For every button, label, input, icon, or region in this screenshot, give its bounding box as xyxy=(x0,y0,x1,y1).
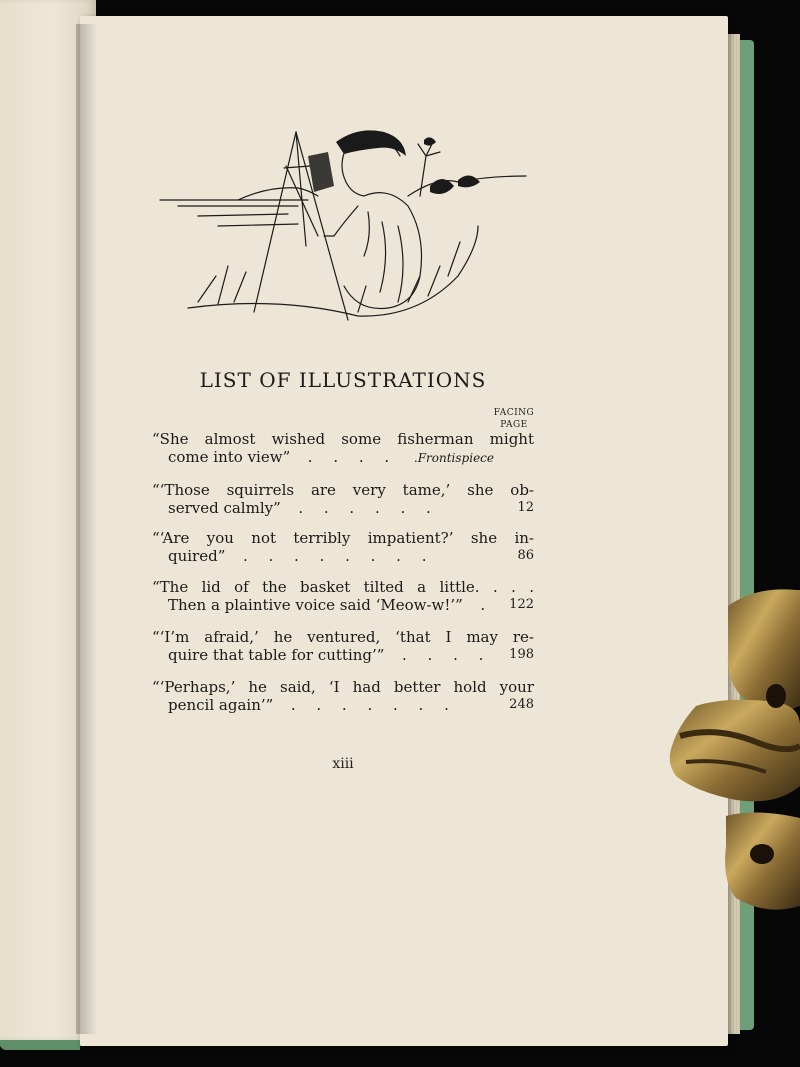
vignette-illustration-icon xyxy=(158,126,530,322)
illustration-entry: “‘Perhaps,’ he said, ‘I had better hold your pencil again’” . . . . . . . 248 xyxy=(152,678,534,714)
page-number: 122 xyxy=(509,597,534,612)
page-number: 86 xyxy=(517,548,534,563)
illustration-entry: “‘Are you not terribly impatient?’ she in- quired” . . . . . . . . 86 xyxy=(152,529,534,565)
illustration-entry: “The lid of the basket tilted a little. . . . Then a plaintive voice said ‘Meow-w!’” . 122 xyxy=(152,578,534,614)
page-number: 198 xyxy=(509,647,534,662)
page-number: 248 xyxy=(509,697,534,712)
page-folio: xiii xyxy=(332,756,354,772)
illustration-entry: “She almost wished some fisherman might come into view” . . . . .Frontispiece xyxy=(152,430,534,466)
page-reference: .Frontispiece xyxy=(413,451,494,465)
facing-page-label: FACING PAGE xyxy=(493,408,535,430)
page-number: 12 xyxy=(517,500,534,515)
brass-book-stand-icon xyxy=(666,586,800,916)
gutter-shadow xyxy=(76,24,96,1034)
illustration-entry: “‘I’m afraid,’ he ventured, ‘that I may re- quire that table for cutting’” . . . . 198 xyxy=(152,628,534,664)
page-heading: LIST OF ILLUSTRATIONS xyxy=(199,368,487,392)
illustration-entry: “‘Those squirrels are very tame,’ she ob- served calmly” . . . . . . 12 xyxy=(152,481,534,517)
